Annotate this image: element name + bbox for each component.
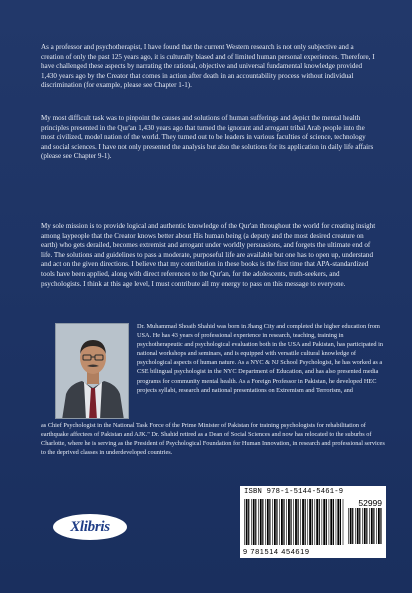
blurb-paragraph-3: My sole mission is to provide logical and authentic knowledge of the Qur'an throughout the world for creating insight among laypeople that the Creator knows better about His human being (a deputy and the most desired creature on earth) who gets derailed, becomes extremist and arrogant under worldly persuasions, and forgets the ultimate end of life. The solutions and guidelines to pass a moderate, purposeful life are available but one has to open up, understand and act on the given directions. I believe that my contribution in these books is the first time that APA-standardized tools have been applied, along with direct references to the Qur'an, for the adolescents, truth-seekers, and psychologists. I think at this age level, I must contribute all my energy to pass on this message to everyone. bbox=[41, 222, 376, 288]
publisher-logo: Xlibris bbox=[53, 514, 127, 540]
blurb-paragraph-2: My most difficult task was to pinpoint the causes and solutions of human sufferings and depict the mental health principles presented in the Qur'an 1,430 years ago that turned the ignorant and arrogant tribal Arab people into the most civilized, model nation of the world. They turned out to be leaders in various faculties of science, technology and social sciences. I have not only presented the analysis but also the solutions for its application in daily life affairs (please see Chapter 9-1). bbox=[41, 114, 374, 161]
price-code: 52999 bbox=[358, 498, 382, 508]
blurb-paragraph-1: As a professor and psychotherapist, I have found that the current Western research is not only subjective and a creation of only the past 125 years ago, it is culturally biased and of limited human personal experiences. Therefore, I have challenged these aspects by narrating the rational, objective and universal fundamental knowledge provided 1,430 years ago by the Creator that comes in action after death in an accountability process without individual discrimination (for example, please see Chapter 1-1). bbox=[41, 43, 375, 90]
ean-barcode-bars bbox=[244, 499, 344, 545]
ean-digits: 9 781514 454619 bbox=[243, 547, 310, 556]
author-photo bbox=[55, 323, 129, 419]
isbn-barcode bbox=[240, 486, 386, 558]
author-bio-continued: as Chief Psychologist in the National Task Force of the Prime Minister of Pakistan for training psychologists for rehabilitation of earthquake affectees of Pakistan and AJK." Dr. Shahid retired as a Dean of Social Sciences and now has relocated to the suburbs of Charlotte, where he is serving as the President of Psychological Foundation for Human Innovation, in research and professional services to the deprived classes in underdeveloped countries. bbox=[41, 422, 385, 457]
price-barcode-bars bbox=[348, 508, 382, 544]
isbn-label: ISBN 978-1-5144-5461-9 bbox=[244, 488, 344, 496]
author-bio-beside-photo: Dr. Muhammad Shoaib Shahid was born in Jhang City and completed the higher education from USA. He has 43 years of professional experience in research, teaching, training in psychotherapeutic and psychological evaluation both in the USA and Pakistan, has participated in national workshops and seminars, and is equipped with versatile cultural knowledge of psychological aspects of human nature. As a NYC & NJ School Psychologist, he has worked as a CSE bilingual psychologist in the NYC Department of Education, and has also presented media programs for community mental health. As a Foreign Professor in Pakistan, he developed HEC projects syllabi, research and national presentations on Extremism and Terrorism, and bbox=[137, 323, 384, 394]
author-portrait-icon bbox=[56, 324, 129, 419]
